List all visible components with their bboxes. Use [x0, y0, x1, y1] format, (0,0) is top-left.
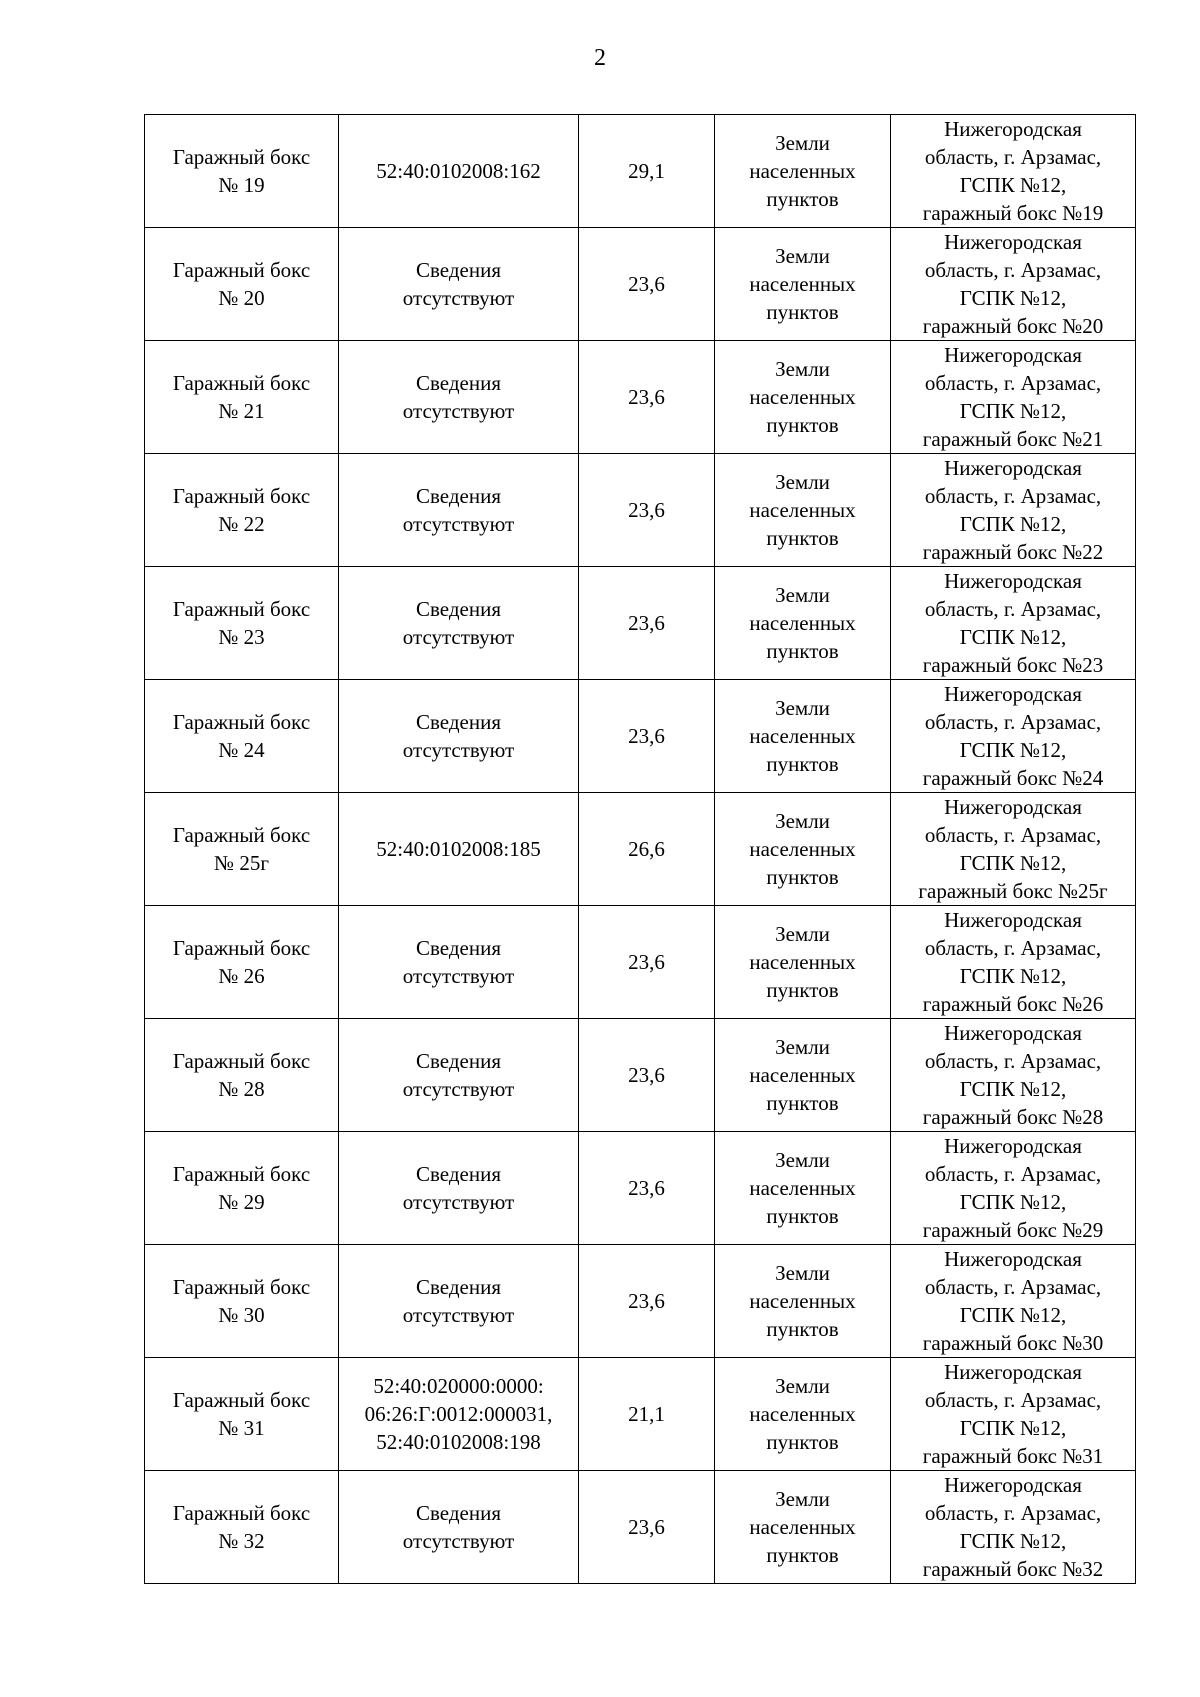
cadastral-number-cell-line: Сведения	[416, 936, 501, 960]
page-number: 2	[594, 45, 606, 71]
land-category-cell-line: пунктов	[766, 1543, 839, 1567]
address-cell-line: гаражный бокс №20	[922, 314, 1104, 338]
address-cell-line: область, г. Арзамас,	[924, 1162, 1102, 1186]
land-category-cell-line: пунктов	[766, 752, 839, 776]
address-cell-line: область, г. Арзамас,	[924, 823, 1102, 847]
land-category-cell	[715, 1132, 891, 1245]
garage-name-cell-line: Гаражный бокс	[172, 145, 311, 169]
land-category-cell-line: населенных	[749, 1063, 856, 1087]
land-category-cell-line: пунктов	[766, 978, 839, 1002]
table-row	[145, 341, 1136, 454]
address-cell-line: гаражный бокс №21	[922, 427, 1104, 451]
land-category-cell-line: пунктов	[766, 865, 839, 889]
cadastral-number-cell-line: Сведения	[416, 1501, 501, 1525]
garage-name-cell	[145, 454, 339, 567]
land-category-cell-line: населенных	[749, 724, 856, 748]
land-category-cell-line: Земли	[775, 922, 830, 946]
area-cell-value: 23,6	[628, 272, 665, 296]
address-cell	[891, 1471, 1136, 1584]
cadastral-number-cell-line: Сведения	[416, 371, 501, 395]
garage-name-cell	[145, 567, 339, 680]
cadastral-number-cell	[339, 793, 579, 906]
land-category-cell-line: населенных	[749, 950, 856, 974]
address-cell-line: ГСПК №12,	[959, 512, 1067, 536]
table-row	[145, 115, 1136, 228]
area-cell	[579, 1132, 715, 1245]
garage-name-cell-line: Гаражный бокс	[172, 484, 311, 508]
garage-name-cell	[145, 115, 339, 228]
garage-name-cell-line: Гаражный бокс	[172, 597, 311, 621]
table-row	[145, 1132, 1136, 1245]
address-cell	[891, 454, 1136, 567]
garage-name-cell	[145, 228, 339, 341]
address-cell-line: ГСПК №12,	[959, 738, 1067, 762]
address-cell-line: Нижегородская	[944, 117, 1082, 141]
land-category-cell-line: пунктов	[766, 187, 839, 211]
land-category-cell-line: населенных	[749, 611, 856, 635]
cadastral-number-cell-line: Сведения	[416, 484, 501, 508]
land-category-cell	[715, 1245, 891, 1358]
cadastral-number-cell-line: отсутствуют	[402, 512, 515, 536]
land-category-cell	[715, 341, 891, 454]
land-category-cell-line: населенных	[749, 1515, 856, 1539]
address-cell-line: Нижегородская	[944, 1021, 1082, 1045]
cadastral-number-cell	[339, 454, 579, 567]
garage-name-cell-line: Гаражный бокс	[172, 1049, 311, 1073]
cadastral-number-cell-line: отсутствуют	[402, 1303, 515, 1327]
area-cell-value: 29,1	[628, 159, 665, 183]
area-cell	[579, 1019, 715, 1132]
address-cell-line: область, г. Арзамас,	[924, 1388, 1102, 1412]
table-row	[145, 454, 1136, 567]
table-row	[145, 680, 1136, 793]
address-cell-line: ГСПК №12,	[959, 1416, 1067, 1440]
area-cell	[579, 1245, 715, 1358]
cadastral-number-cell	[339, 1132, 579, 1245]
address-cell-line: гаражный бокс №31	[922, 1444, 1104, 1468]
cadastral-number-cell-line: отсутствуют	[402, 399, 515, 423]
garage-name-cell-line: № 31	[218, 1416, 265, 1440]
land-category-cell-line: населенных	[749, 837, 856, 861]
area-cell-value: 23,6	[628, 611, 665, 635]
garage-name-cell	[145, 1471, 339, 1584]
land-category-cell-line: населенных	[749, 1289, 856, 1313]
land-category-cell-line: населенных	[749, 498, 856, 522]
garage-name-cell-line: № 30	[218, 1303, 265, 1327]
cadastral-number-cell-line: Сведения	[416, 258, 501, 282]
cadastral-number-cell-line: отсутствуют	[402, 625, 515, 649]
address-cell-line: ГСПК №12,	[959, 625, 1067, 649]
land-category-cell-line: населенных	[749, 1402, 856, 1426]
cadastral-number-cell-line: 52:40:0102008:198	[376, 1430, 541, 1454]
land-category-cell-line: Земли	[775, 1374, 830, 1398]
area-cell-value: 23,6	[628, 1515, 665, 1539]
cadastral-number-cell-line: отсутствуют	[402, 738, 515, 762]
area-cell	[579, 1358, 715, 1471]
address-cell-line: Нижегородская	[944, 1360, 1082, 1384]
garage-name-cell-line: № 25г	[214, 851, 269, 875]
land-category-cell-line: пунктов	[766, 300, 839, 324]
land-category-cell-line: пунктов	[766, 1204, 839, 1228]
area-cell	[579, 454, 715, 567]
area-cell	[579, 115, 715, 228]
garage-name-cell	[145, 1132, 339, 1245]
area-cell-value: 26,6	[628, 837, 665, 861]
land-category-cell-line: населенных	[749, 159, 856, 183]
land-category-cell-line: Земли	[775, 470, 830, 494]
table-row	[145, 567, 1136, 680]
land-category-cell-line: населенных	[749, 1176, 856, 1200]
land-category-cell	[715, 115, 891, 228]
cadastral-number-cell-line: отсутствуют	[402, 1190, 515, 1214]
cadastral-number-cell-line: 52:40:020000:0000:	[373, 1374, 544, 1398]
address-cell-line: гаражный бокс №26	[922, 992, 1104, 1016]
address-cell-line: гаражный бокс №28	[922, 1105, 1104, 1129]
garage-name-cell	[145, 1358, 339, 1471]
land-category-cell-line: пунктов	[766, 526, 839, 550]
garage-name-cell	[145, 1019, 339, 1132]
address-cell-line: область, г. Арзамас,	[924, 1049, 1102, 1073]
address-cell	[891, 228, 1136, 341]
garage-name-cell-line: Гаражный бокс	[172, 1275, 311, 1299]
area-cell-value: 23,6	[628, 1176, 665, 1200]
land-category-cell	[715, 1358, 891, 1471]
address-cell-line: область, г. Арзамас,	[924, 1501, 1102, 1525]
address-cell	[891, 1132, 1136, 1245]
garage-name-cell	[145, 1245, 339, 1358]
area-cell-value: 23,6	[628, 385, 665, 409]
address-cell	[891, 793, 1136, 906]
address-cell-line: гаражный бокс №23	[922, 653, 1104, 677]
address-cell	[891, 1019, 1136, 1132]
land-category-cell-line: Земли	[775, 357, 830, 381]
area-cell-value: 23,6	[628, 724, 665, 748]
cadastral-number-cell	[339, 1019, 579, 1132]
land-category-cell-line: пунктов	[766, 639, 839, 663]
land-category-cell-line: Земли	[775, 1148, 830, 1172]
garage-name-cell-line: № 19	[218, 173, 265, 197]
cadastral-number-cell-line: Сведения	[416, 1049, 501, 1073]
land-category-cell-line: населенных	[749, 272, 856, 296]
garage-name-cell-line: Гаражный бокс	[172, 1388, 311, 1412]
cadastral-number-cell-line: отсутствуют	[402, 1077, 515, 1101]
land-category-cell-line: пунктов	[766, 1317, 839, 1341]
address-cell-line: ГСПК №12,	[959, 173, 1067, 197]
garage-name-cell-line: Гаражный бокс	[172, 258, 311, 282]
garage-name-cell	[145, 680, 339, 793]
address-cell-line: ГСПК №12,	[959, 964, 1067, 988]
area-cell-value: 23,6	[628, 1063, 665, 1087]
cadastral-number-cell	[339, 906, 579, 1019]
address-cell-line: область, г. Арзамас,	[924, 145, 1102, 169]
address-cell-line: ГСПК №12,	[959, 1077, 1067, 1101]
garage-name-cell-line: Гаражный бокс	[172, 1501, 311, 1525]
address-cell-line: гаражный бокс №29	[922, 1218, 1104, 1242]
address-cell-line: Нижегородская	[944, 908, 1082, 932]
garage-name-cell	[145, 793, 339, 906]
address-cell	[891, 1245, 1136, 1358]
area-cell	[579, 793, 715, 906]
garage-name-cell-line: № 20	[218, 286, 265, 310]
area-cell-value: 23,6	[628, 950, 665, 974]
cadastral-number-cell-line: Сведения	[416, 1275, 501, 1299]
table-body	[145, 115, 1136, 1584]
cadastral-number-cell	[339, 1245, 579, 1358]
land-category-cell-line: Земли	[775, 244, 830, 268]
address-cell	[891, 680, 1136, 793]
address-cell-line: область, г. Арзамас,	[924, 484, 1102, 508]
table-row	[145, 1019, 1136, 1132]
cadastral-number-cell-line: Сведения	[416, 710, 501, 734]
address-cell-line: гаражный бокс №25г	[918, 879, 1108, 903]
address-cell-line: Нижегородская	[944, 1247, 1082, 1271]
address-cell-line: Нижегородская	[944, 569, 1082, 593]
address-cell-line: ГСПК №12,	[959, 1190, 1067, 1214]
cadastral-number-cell-line: 52:40:0102008:185	[376, 837, 541, 861]
garage-name-cell-line: № 26	[218, 964, 265, 988]
cadastral-number-cell	[339, 680, 579, 793]
address-cell	[891, 1358, 1136, 1471]
area-cell-value: 21,1	[628, 1402, 665, 1426]
cadastral-number-cell	[339, 1471, 579, 1584]
land-category-cell-line: Земли	[775, 1487, 830, 1511]
address-cell-line: гаражный бокс №22	[922, 540, 1104, 564]
land-category-cell-line: пунктов	[766, 413, 839, 437]
address-cell-line: гаражный бокс №32	[922, 1557, 1104, 1581]
table-row	[145, 793, 1136, 906]
address-cell-line: гаражный бокс №19	[922, 201, 1104, 225]
table-row	[145, 1245, 1136, 1358]
land-category-cell-line: пунктов	[766, 1091, 839, 1115]
address-cell-line: Нижегородская	[944, 1134, 1082, 1158]
table-row	[145, 1358, 1136, 1471]
garage-name-cell-line: Гаражный бокс	[172, 823, 311, 847]
cadastral-number-cell-line: Сведения	[416, 1162, 501, 1186]
area-cell	[579, 341, 715, 454]
cadastral-number-cell	[339, 1358, 579, 1471]
area-cell-value: 23,6	[628, 1289, 665, 1313]
address-cell	[891, 341, 1136, 454]
garage-name-cell-line: № 22	[218, 512, 265, 536]
garage-name-cell-line: № 24	[218, 738, 265, 762]
area-cell	[579, 567, 715, 680]
cadastral-number-cell-line: отсутствуют	[402, 964, 515, 988]
garage-name-cell-line: № 32	[218, 1529, 265, 1553]
table-row	[145, 1471, 1136, 1584]
land-category-cell-line: Земли	[775, 809, 830, 833]
table-row	[145, 228, 1136, 341]
table-row	[145, 906, 1136, 1019]
cadastral-number-cell	[339, 228, 579, 341]
land-category-cell-line: Земли	[775, 583, 830, 607]
address-cell-line: ГСПК №12,	[959, 286, 1067, 310]
address-cell-line: область, г. Арзамас,	[924, 936, 1102, 960]
cadastral-number-cell-line: 06:26:Г:0012:000031,	[364, 1402, 553, 1426]
garage-name-cell-line: Гаражный бокс	[172, 936, 311, 960]
address-cell-line: Нижегородская	[944, 343, 1082, 367]
land-category-cell-line: Земли	[775, 131, 830, 155]
land-category-cell	[715, 228, 891, 341]
area-cell	[579, 1471, 715, 1584]
garage-name-cell-line: Гаражный бокс	[172, 1162, 311, 1186]
land-category-cell-line: Земли	[775, 1261, 830, 1285]
address-cell-line: область, г. Арзамас,	[924, 371, 1102, 395]
address-cell-line: Нижегородская	[944, 795, 1082, 819]
area-cell-value: 23,6	[628, 498, 665, 522]
address-cell-line: ГСПК №12,	[959, 1303, 1067, 1327]
address-cell	[891, 906, 1136, 1019]
garage-name-cell	[145, 906, 339, 1019]
garage-name-cell-line: Гаражный бокс	[172, 371, 311, 395]
garage-name-cell-line: № 29	[218, 1190, 265, 1214]
address-cell-line: ГСПК №12,	[959, 399, 1067, 423]
land-category-cell	[715, 680, 891, 793]
land-category-cell	[715, 906, 891, 1019]
garage-name-cell	[145, 341, 339, 454]
address-cell-line: Нижегородская	[944, 1473, 1082, 1497]
land-category-cell	[715, 1471, 891, 1584]
address-cell-line: ГСПК №12,	[959, 1529, 1067, 1553]
cadastral-number-cell	[339, 567, 579, 680]
cadastral-number-cell	[339, 115, 579, 228]
land-category-cell	[715, 567, 891, 680]
address-cell-line: область, г. Арзамас,	[924, 597, 1102, 621]
cadastral-number-cell-line: Сведения	[416, 597, 501, 621]
cadastral-number-cell-line: отсутствуют	[402, 1529, 515, 1553]
land-category-cell-line: Земли	[775, 1035, 830, 1059]
address-cell-line: Нижегородская	[944, 682, 1082, 706]
address-cell-line: Нижегородская	[944, 230, 1082, 254]
land-category-cell	[715, 793, 891, 906]
garage-name-cell-line: № 28	[218, 1077, 265, 1101]
address-cell-line: ГСПК №12,	[959, 851, 1067, 875]
area-cell	[579, 906, 715, 1019]
address-cell-line: гаражный бокс №30	[922, 1331, 1104, 1355]
area-cell	[579, 680, 715, 793]
garage-register-table	[144, 114, 1136, 1584]
garage-name-cell-line: № 23	[218, 625, 265, 649]
address-cell-line: область, г. Арзамас,	[924, 1275, 1102, 1299]
cadastral-number-cell-line: 52:40:0102008:162	[376, 159, 541, 183]
cadastral-number-cell	[339, 341, 579, 454]
address-cell-line: область, г. Арзамас,	[924, 258, 1102, 282]
land-category-cell-line: населенных	[749, 385, 856, 409]
cadastral-number-cell-line: отсутствуют	[402, 286, 515, 310]
garage-name-cell-line: Гаражный бокс	[172, 710, 311, 734]
garage-name-cell-line: № 21	[218, 399, 265, 423]
land-category-cell-line: пунктов	[766, 1430, 839, 1454]
address-cell	[891, 567, 1136, 680]
address-cell-line: Нижегородская	[944, 456, 1082, 480]
address-cell-line: область, г. Арзамас,	[924, 710, 1102, 734]
area-cell	[579, 228, 715, 341]
land-category-cell	[715, 1019, 891, 1132]
address-cell-line: гаражный бокс №24	[922, 766, 1104, 790]
address-cell	[891, 115, 1136, 228]
land-category-cell-line: Земли	[775, 696, 830, 720]
land-category-cell	[715, 454, 891, 567]
